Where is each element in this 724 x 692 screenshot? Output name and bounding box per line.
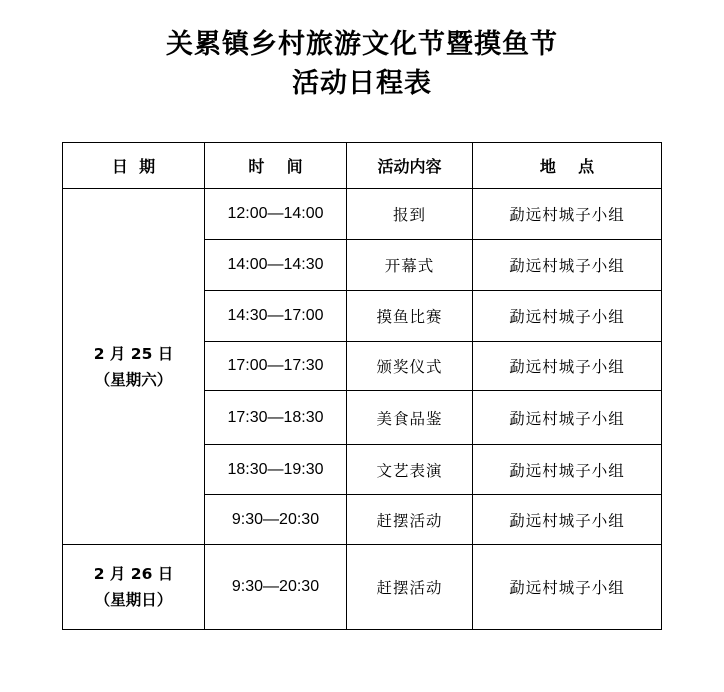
table-row bbox=[63, 189, 662, 240]
table-row bbox=[63, 545, 662, 630]
day1-date-cell bbox=[63, 189, 205, 545]
day2-date-cell bbox=[63, 545, 205, 630]
activity-cell: 摸鱼比赛 bbox=[347, 291, 473, 342]
day2-weekday: （星期日） bbox=[94, 591, 173, 609]
activity-cell: 报到 bbox=[347, 189, 473, 240]
place-cell: 勐远村城子小组 bbox=[473, 189, 662, 240]
header-activity: 活动内容 bbox=[347, 143, 473, 189]
activity-cell: 赶摆活动 bbox=[347, 545, 473, 630]
header-time: 时 间 bbox=[205, 143, 347, 189]
time-cell: 9:30—20:30 bbox=[205, 545, 347, 630]
activity-cell: 赶摆活动 bbox=[347, 495, 473, 545]
place-cell: 勐远村城子小组 bbox=[473, 240, 662, 291]
time-cell: 14:30—17:00 bbox=[205, 291, 347, 342]
time-cell: 17:30—18:30 bbox=[205, 391, 347, 445]
time-cell: 18:30—19:30 bbox=[205, 445, 347, 495]
schedule-table bbox=[62, 142, 662, 630]
activity-cell: 文艺表演 bbox=[347, 445, 473, 495]
place-cell: 勐远村城子小组 bbox=[473, 545, 662, 630]
place-cell: 勐远村城子小组 bbox=[473, 445, 662, 495]
activity-cell: 美食品鉴 bbox=[347, 391, 473, 445]
time-cell: 17:00—17:30 bbox=[205, 342, 347, 391]
header-date: 日 期 bbox=[63, 143, 205, 189]
place-cell: 勐远村城子小组 bbox=[473, 495, 662, 545]
day2-date: 2 月 26 日 bbox=[93, 565, 174, 583]
document-title: 关累镇乡村旅游文化节暨摸鱼节 bbox=[166, 29, 558, 60]
time-cell: 9:30—20:30 bbox=[205, 495, 347, 545]
time-cell: 14:00—14:30 bbox=[205, 240, 347, 291]
document-subtitle: 活动日程表 bbox=[292, 68, 432, 99]
day1-weekday: （星期六） bbox=[94, 370, 173, 389]
time-cell: 12:00—14:00 bbox=[205, 189, 347, 240]
activity-cell: 开幕式 bbox=[347, 240, 473, 291]
place-cell: 勐远村城子小组 bbox=[473, 291, 662, 342]
day1-date: 2 月 25 日 bbox=[93, 344, 174, 363]
header-row bbox=[63, 143, 662, 189]
header-place: 地 点 bbox=[473, 143, 662, 189]
activity-cell: 颁奖仪式 bbox=[347, 342, 473, 391]
place-cell: 勐远村城子小组 bbox=[473, 342, 662, 391]
place-cell: 勐远村城子小组 bbox=[473, 391, 662, 445]
